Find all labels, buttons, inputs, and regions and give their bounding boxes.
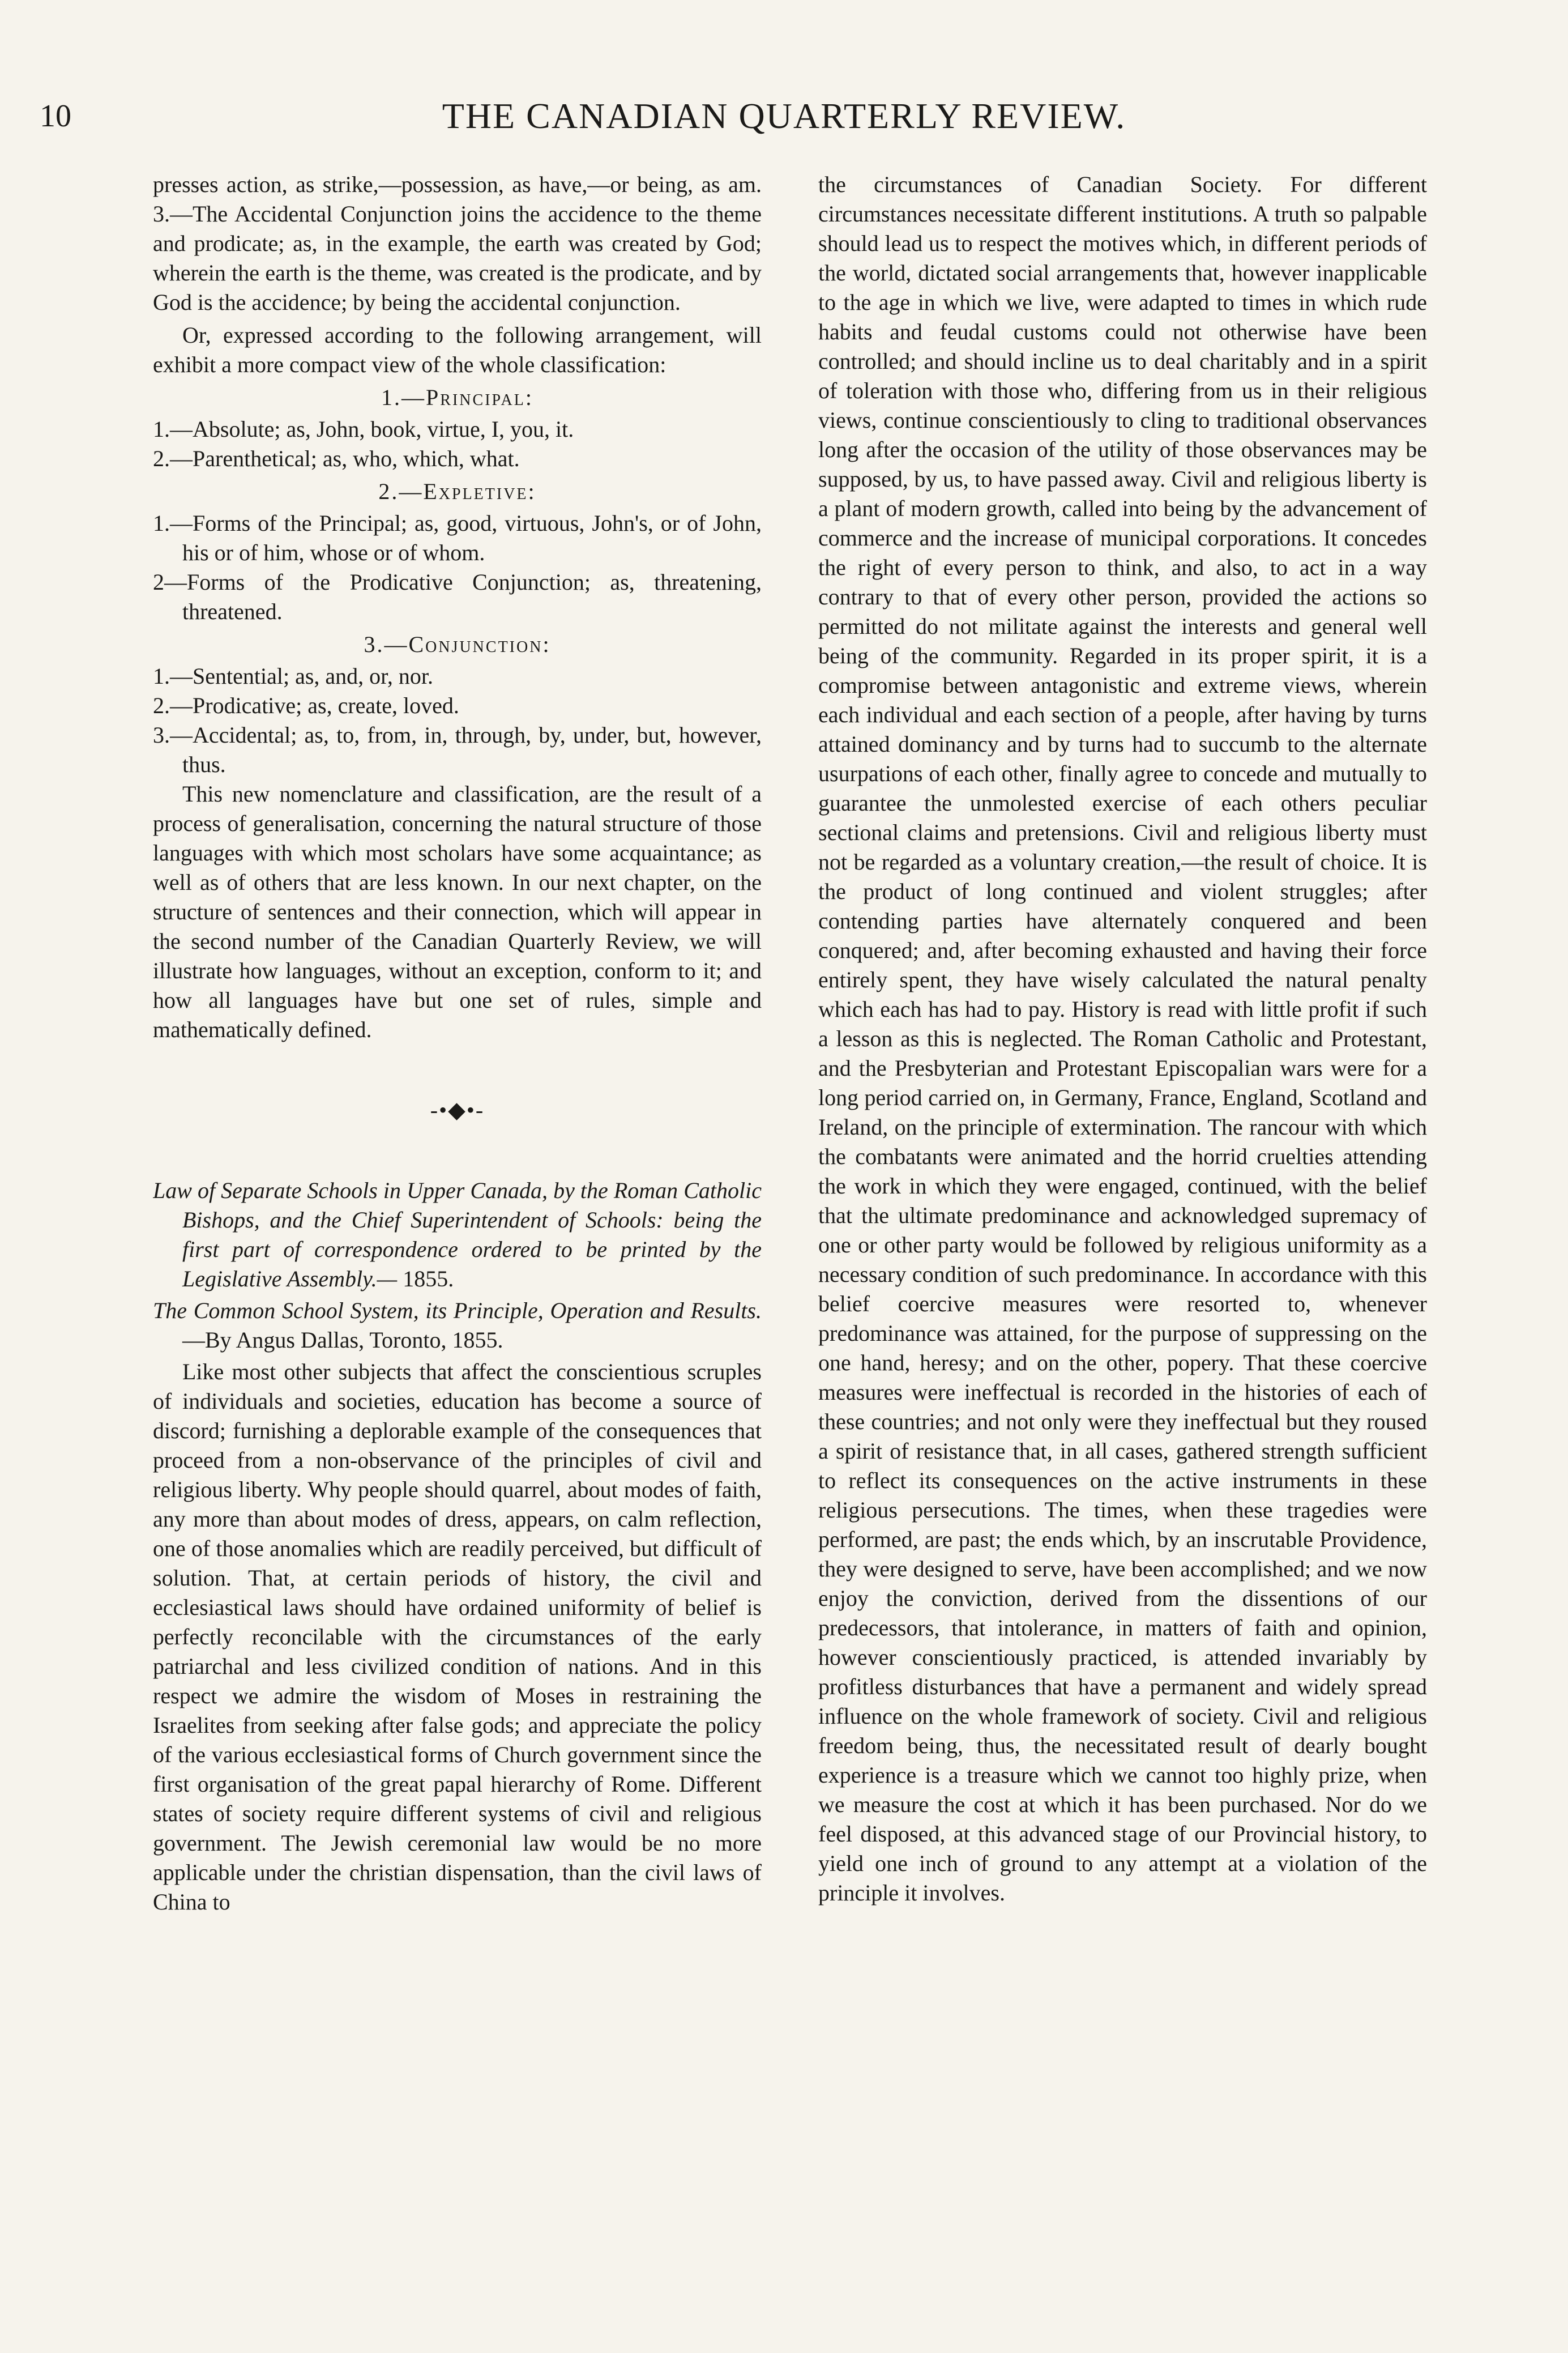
classification-heading-expletive: 2.—Expletive:	[378, 479, 536, 504]
classification-item: 3.—Accidental; as, to, from, in, through, by, under, but, however, thus.	[153, 722, 762, 777]
text-columns	[153, 170, 1427, 2311]
classification-heading-principal: 1.—Principal:	[381, 385, 533, 410]
running-title: THE CANADIAN QUARTERLY REVIEW.	[442, 96, 1126, 136]
classification-item: 2—Forms of the Prodicative Conjunction; as, threatening, threatened.	[153, 569, 762, 624]
right-column	[818, 170, 1427, 2311]
book-tail: 1855.	[403, 1266, 454, 1291]
intro-paragraph: presses action, as strike,—possession, as have,—or being, as am. 3.—The Accidental Conjunction joins the accidence to the theme and prodicate; as, in the example, the earth was created by God; wherein the earth is the theme, was created is the prodicate, and by God is the accidence; by being the accidental conjunction.	[153, 172, 762, 315]
classification-heading-conjunction: 3.—Conjunction:	[364, 632, 551, 657]
page-number: 10	[40, 99, 71, 134]
classification-item: 1.—Absolute; as, John, book, virtue, I, you, it.	[153, 416, 574, 442]
arrangement-paragraph: Or, expressed according to the following arrangement, will exhibit a more compact view of the whole classification:	[153, 322, 762, 377]
book-entry	[153, 1176, 762, 1294]
classification-list	[153, 383, 762, 779]
page-header	[0, 85, 1568, 147]
review-paragraph: Like most other subjects that affect the conscientious scruples of individuals and societies, education has become a source of discord; furnishing a deplorable example of the consequences that proceed from a non-observance of the principles of civil and religious liberty. Why people should quarrel, about modes of faith, any more than about modes of dress, appears, on calm reflection, one of those anomalies which are readily perceived, but difficult of solution. That, at certain periods of history, the civil and ecclesiastical laws should have ordained uniformity of belief is perfectly reconcilable with the circumstances of the early patriarchal and less civilized condition of nations. And in this respect we admire the wisdom of Moses in restraining the Israelites from seeking after false gods; and appreciate the policy of the various ecclesiastical forms of Church government since the first organisation of the great papal hierarchy of Rome. Different states of society require different systems of civil and religious government. The Jewish ceremonial law would be no more applicable under the christian dispensation, than the civil laws of China to	[153, 1359, 762, 1915]
classification-item: 2.—Prodicative; as, create, loved.	[153, 693, 459, 718]
review-continuation-paragraph: the circumstances of Canadian Society. For different circumstances necessitate different institutions. A truth so palpable should lead us to respect the motives which, in different periods of the world, dictated social arrangements that, however inapplicable to the age in which we live, were adapted to times in which rude habits and feudal customs could not otherwise have been controlled; and should incline us to deal charitably and in a spirit of toleration with those who, differing from us in their religious views, continue conscientiously to cling to traditional observances long after the occasion of the utility of those observances may be supposed, by us, to have passed away. Civil and religious liberty is a plant of modern growth, called into being by the advancement of commerce and the increase of municipal corporations. It concedes the right of every person to think, and also, to act in a way contrary to that of every other person, provided the actions so permitted do not militate against the interests and general well being of the community. Regarded in its proper spirit, it is a compromise between antagonistic and extreme views, wherein each individual and each section of a people, after having by turns attained dominancy and by turns had to succumb to the alternate usurpations of each other, finally agree to concede and mutually to guarantee the unmolested exercise of each others peculiar sectional claims and pretensions. Civil and religious liberty must not be regarded as a voluntary creation,—the result of choice. It is the product of long continued and violent struggles; after contending parties have alternately conquered and been conquered; and, after becoming exhausted and having their force entirely spent, they have wisely calculated the natural penalty which each has had to pay. History is read with little profit if such a lesson as this is neglected. The Roman Catholic and Protestant, and the Presbyterian and Protestant Episcopalian wars were for a long period carried on, in Germany, France, England, Scotland and Ireland, on the principle of extermination. The rancour with which the combatants were animated and the horrid cruelties attending the work in which they were engaged, continued, with the belief that the ultimate predominance and acknowledged supremacy of one or other party would be followed by religious uniformity as a necessary condition of such predominance. In accordance with this belief coercive measures were resorted to, whenever predominance was attained, for the purpose of suppressing on the one hand, heresy; and on the other, popery. That these coercive measures were ineffectual is recorded in the histories of each of these countries; and not only were they ineffectual but they roused a spirit of resistance that, in all cases, gathered strength sufficient to reflect its consequences on the active instruments in these religious persecutions. The times, when these tragedies were performed, are past; the ends which, by an inscrutable Providence, they were designed to serve, have been accomplished; and we now enjoy the conviction, derived from the dissentions of our predecessors, that intolerance, in matters of faith and opinion, however conscientiously practiced, is attended invariably by profitless disturbances that have a permanent and widely spread influence on the whole framework of society. Civil and religious freedom being, thus, the necessitated result of dearly bought experience is a treasure which we cannot too highly prize, when we measure the cost at which it has been purchased. Nor do we feel disposed, at this advanced stage of our Provincial history, to yield one inch of ground to any attempt at a violation of the principle it involves.	[818, 172, 1427, 1906]
book-title: Law of Separate Schools in Upper Canada, by the Roman Catholic Bishops, and the Chief Superintendent of Schools: being the first part of correspondence ordered to be printed by the Legislative Assembly.—	[153, 1178, 762, 1291]
closing-paragraph: This new nomenclature and classification, are the result of a process of generalisation, concerning the natural structure of those languages with which most scholars have some acquaintance; as well as of others that are less known. In our next chapter, on the structure of sentences and their connection, which will appear in the second number of the Canadian Quarterly Review, we will illustrate how languages, without an exception, conform to it; and how all languages have but one set of rules, simple and mathematically defined.	[153, 781, 762, 1042]
book-entry	[153, 1296, 762, 1355]
ornamental-separator: -•◆•-	[430, 1097, 485, 1123]
book-title: The Common School System, its Principle, Operation and Results.	[153, 1298, 762, 1323]
book-tail: —By Angus Dallas, Toronto, 1855.	[182, 1327, 503, 1353]
left-column	[153, 170, 762, 2311]
classification-item: 1.—Forms of the Principal; as, good, virtuous, John's, or of John, his or of him, whose or of whom.	[153, 510, 762, 565]
classification-item: 2.—Parenthetical; as, who, which, what.	[153, 446, 520, 471]
classification-item: 1.—Sentential; as, and, or, nor.	[153, 663, 433, 689]
